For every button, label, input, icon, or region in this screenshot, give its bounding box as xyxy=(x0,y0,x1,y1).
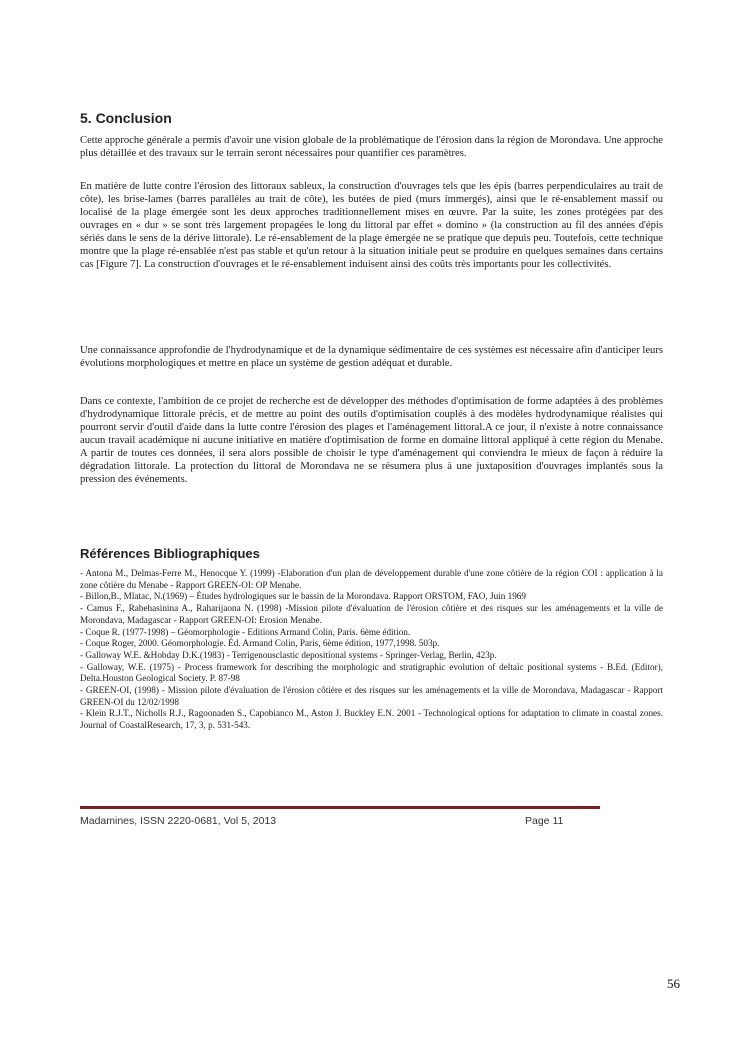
page-number: 56 xyxy=(667,976,680,991)
references-title: Références Bibliographiques xyxy=(80,546,260,561)
reference-item: - Galloway, W.E. (1975) - Process framework for describing the morphologic and stratigraphic evolution of deltaïc positional systems - B.Ed. (Editor), Delta.Houston Geological Society. P. 87-98 xyxy=(80,661,663,684)
reference-item: - Klein R.J.T., Nicholls R.J., Ragoonaden S., Capobianco M., Aston J. Buckley E.N. 2001 - Technological options for adaptation to climate in coastal zones. Journal of CoastalResearch, 17, 3, p. 531-543. xyxy=(80,708,663,731)
footer-journal: Madamines, ISSN 2220-0681, Vol 5, 2013 xyxy=(80,815,277,827)
reference-item: - Billon,B., Mlatac, N.(1969) – Études hydrologiques sur le bassin de la Morondava. Rapport ORSTOM, FAO, Juin 1969 xyxy=(80,591,526,602)
footer-page-label: Page 11 xyxy=(525,815,564,827)
footer-divider xyxy=(80,806,600,809)
paragraph: Cette approche générale a permis d'avoir une vision globale de la problématique de l'érosion dans la région de Morondava. Une approche plus détaillée et des travaux sur le terrain seront nécessaires pour quantifier ces paramètres. xyxy=(80,135,663,159)
reference-item: - GREEN-OI, (1998) - Mission pilote d'évaluation de l'érosion côtière et des risques sur les aménagements et la ville de Morondava, Madagascar - Rapport GREEN-OI du 12/02/1998 xyxy=(80,685,663,707)
reference-item: - Coque R. (1977-1998) – Géomorphologie - Editions Armand Colin, Paris. 6ème édition. xyxy=(80,626,411,637)
reference-item: - Antona M., Delmas-Ferre M., Henocque Y. (1999) -Elaboration d'un plan de développement durable d'une zone côtière de la région COI : application à la zone côtière du Menabe - Rapport GREEN-OI: OP Menabe. xyxy=(80,568,663,590)
reference-item: - Camus F., Rabehasinina A., Raharijaona N. (1998) -Mission pilote d'évaluation de l'érosion côtière et des risques sur les aménagements et la ville de Morondava, Madagascar - Rapport GREEN-OI: Erosion Menabe. xyxy=(80,603,663,625)
section-title: 5. Conclusion xyxy=(80,110,172,126)
references-list xyxy=(80,568,663,732)
paragraph: En matière de lutte contre l'érosion des littoraux sableux, la construction d'ouvrages tels que les épis (barres perpendiculaires au trait de côte), les brise-lames (barres parallèles au trait de côte), les butées de pied (murs immergés), ainsi que le ré-ensablement massif ou localisé de la plage émergée sont les deux approches traditionnellement mises en œuvre. Par la suite, les zones protégées par des ouvrages en « dur » se sont très largement propagées le long du littoral par effet « domino » (la construction au fil des années d'épis sériés dans le sens de la dérive littorale). Le ré-ensablement de la plage émergée ne se pratique que depuis peu. Toutefois, cette technique montre que la plage ré-ensablée n'est pas stable et qu'un retour à la situation initiale peut se produire en quelques semaines dans certains cas [Figure 7]. La construction d'ouvrages et le ré-ensablement induisent ainsi des coûts très importants pour les collectivités. xyxy=(80,181,663,270)
reference-item: - Coque Roger, 2000. Géomorphologie. Éd. Armand Colin, Paris, 6ème édition, 1977,1998. 503p. xyxy=(80,638,440,649)
paragraph: Une connaissance approfondie de l'hydrodynamique et de la dynamique sédimentaire de ces systèmes est nécessaire afin d'anticiper leurs évolutions morphologiques et mettre en place un système de gestion adéquat et durable. xyxy=(80,345,663,369)
paragraph: Dans ce contexte, l'ambition de ce projet de recherche est de développer des méthodes d'optimisation de forme adaptées à des problèmes d'hydrodynamique littorale précis, et de mettre au point des outils d'optimisation couplés à des modèles hydrodynamique réalistes qui pourront servir d'outil d'aide dans la lutte contre l'érosion des plages et l'aménagement littoral.A ce jour, il n'existe à notre connaissance aucun travail académique ni aucune initiative en matière d'optimisation de forme en domaine littoral appliqué à cette région du Menabe. A partir de toutes ces données, il sera alors possible de choisir le type d'aménagement qui conviendra le mieux de façon à réduire la dégradation littorale. La protection du littoral de Morondava ne se résumera plus à une juxtaposition d'ouvrages implantés sous la pression des événements. xyxy=(80,396,663,485)
reference-item: - Galloway W.E. &Hobday D.K.(1983) - Terrigenousclastic depositional systems - Springer-Verlag, Berlin, 423p. xyxy=(80,649,497,660)
